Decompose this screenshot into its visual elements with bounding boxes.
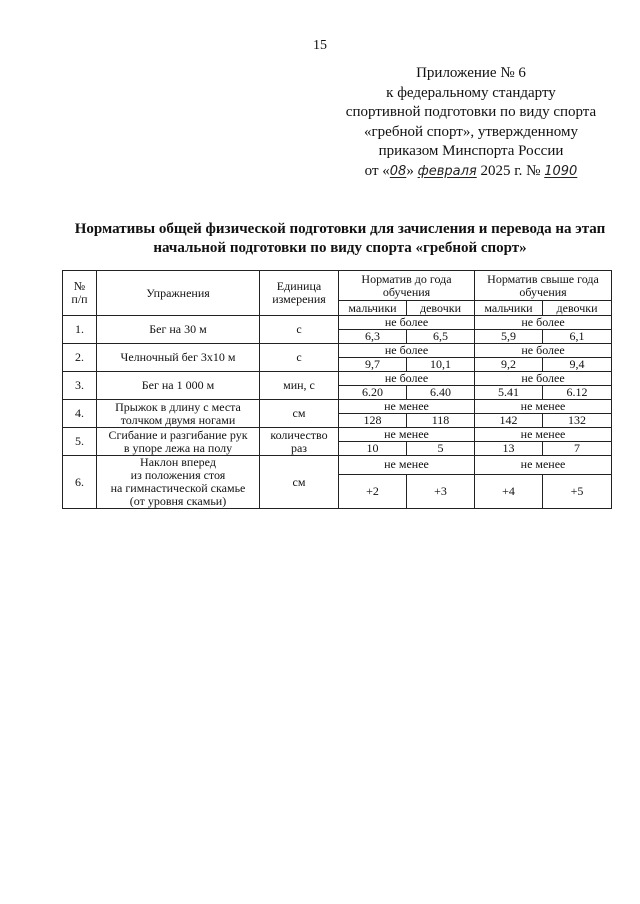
condition-after-first-year: не более (475, 372, 612, 386)
value-boys-first-year: 6,3 (339, 330, 407, 344)
condition-first-year: не менее (339, 428, 475, 442)
value-girls-after: 132 (543, 414, 612, 428)
value-girls-first-year: 10,1 (407, 358, 475, 372)
condition-after-first-year: не менее (475, 400, 612, 414)
table-row (63, 344, 612, 358)
value-girls-first-year: 6.40 (407, 386, 475, 400)
header-boys: мальчики (475, 301, 543, 316)
condition-first-year: не более (339, 344, 475, 358)
header-girls: девочки (543, 301, 612, 316)
value-boys-first-year: 9,7 (339, 358, 407, 372)
value-boys-after: 5.41 (475, 386, 543, 400)
appendix-line: спортивной подготовки по виду спорта (345, 104, 597, 120)
exercise-name: Прыжок в длину с места толчком двумя ногами (97, 400, 260, 428)
unit: с (260, 344, 339, 372)
exercise-name: Сгибание и разгибание рук в упоре лежа на полу (97, 428, 260, 456)
value-girls-after: +5 (543, 474, 612, 508)
title-line-1: Нормативы общей физической подготовки для зачисления и перевода на этап (74, 221, 606, 237)
unit: количество раз (260, 428, 339, 456)
value-boys-after: 9,2 (475, 358, 543, 372)
header-exercise: Упражнения (97, 271, 260, 316)
value-boys-after: 142 (475, 414, 543, 428)
appendix-date-line (330, 162, 612, 182)
unit: см (260, 456, 339, 509)
date-prefix: от « (364, 162, 390, 179)
row-number: 3. (63, 372, 97, 400)
table-row (63, 400, 612, 414)
row-number: 5. (63, 428, 97, 456)
value-girls-after: 9,4 (543, 358, 612, 372)
appendix-line: Приложение № 6 (416, 65, 526, 81)
header-first-year: Норматив до года обучения (339, 271, 475, 301)
value-girls-after: 6,1 (543, 330, 612, 344)
value-girls-after: 6.12 (543, 386, 612, 400)
date-month-handwritten: февраля (417, 163, 477, 179)
exercise-name: Бег на 30 м (97, 316, 260, 344)
condition-first-year: не более (339, 316, 475, 330)
condition-after-first-year: не более (475, 316, 612, 330)
row-number: 6. (63, 456, 97, 509)
table-row (63, 316, 612, 330)
header-girls: девочки (407, 301, 475, 316)
condition-first-year: не менее (339, 456, 475, 475)
value-boys-after: 5,9 (475, 330, 543, 344)
date-mid: » (406, 162, 414, 179)
value-boys-first-year: +2 (339, 474, 407, 508)
value-girls-after: 7 (543, 442, 612, 456)
table-row (63, 372, 612, 386)
exercise-name: Наклон вперед из положения стоя на гимнастической скамье (от уровня скамьи) (97, 456, 260, 509)
value-boys-first-year: 128 (339, 414, 407, 428)
appendix-line: к федеральному стандарту (386, 84, 556, 101)
order-number-handwritten: 1090 (544, 163, 578, 179)
value-boys-first-year: 10 (339, 442, 407, 456)
table-row (63, 428, 612, 442)
value-girls-first-year: 118 (407, 414, 475, 428)
exercise-name: Челночный бег 3х10 м (97, 344, 260, 372)
header-boys: мальчики (339, 301, 407, 316)
condition-after-first-year: не менее (475, 456, 612, 475)
row-number: 4. (63, 400, 97, 428)
value-boys-after: +4 (475, 474, 543, 508)
table-row (63, 456, 612, 475)
title-line-2: начальной подготовки по виду спорта «гребной спорт» (153, 240, 527, 256)
date-day-handwritten: 08 (389, 163, 407, 179)
value-girls-first-year: +3 (407, 474, 475, 508)
unit: с (260, 316, 339, 344)
row-number: 2. (63, 344, 97, 372)
condition-first-year: не менее (339, 400, 475, 414)
unit: см (260, 400, 339, 428)
header-after-first-year: Норматив свыше года обучения (475, 271, 612, 301)
appendix-block (330, 64, 612, 181)
page-number: 15 (313, 38, 327, 53)
value-girls-first-year: 6,5 (407, 330, 475, 344)
exercise-name: Бег на 1 000 м (97, 372, 260, 400)
appendix-line: «гребной спорт», утвержденному (364, 123, 578, 140)
header-num: № п/п (63, 271, 97, 316)
norms-table (62, 270, 612, 509)
date-year: 2025 г. № (480, 162, 541, 179)
unit: мин, с (260, 372, 339, 400)
table-body (63, 316, 612, 509)
condition-after-first-year: не более (475, 344, 612, 358)
header-unit: Единица измерения (260, 271, 339, 316)
condition-first-year: не более (339, 372, 475, 386)
value-boys-after: 13 (475, 442, 543, 456)
appendix-line: приказом Минспорта России (378, 143, 564, 159)
row-number: 1. (63, 316, 97, 344)
value-girls-first-year: 5 (407, 442, 475, 456)
condition-after-first-year: не менее (475, 428, 612, 442)
document-title (40, 220, 640, 258)
value-boys-first-year: 6.20 (339, 386, 407, 400)
